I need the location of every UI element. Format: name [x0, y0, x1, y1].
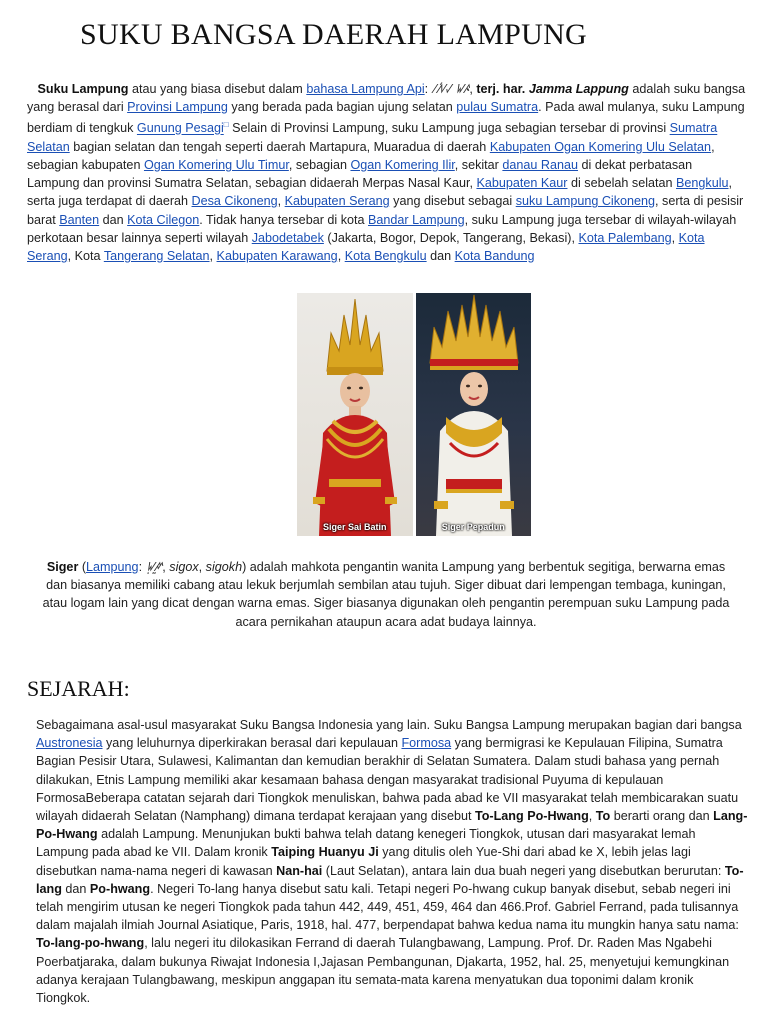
text: . Tidak hanya tersebar di kota: [199, 212, 368, 227]
link-oku-timur[interactable]: Ogan Komering Ulu Timur: [143, 158, 289, 172]
link-gunung-pesagi[interactable]: Gunung Pesagi: [136, 121, 224, 136]
text: , serta juga terdapat di daerah: [27, 176, 733, 209]
link-kabupaten-kaur[interactable]: Kabupaten Kaur: [476, 176, 568, 191]
text: yang berada pada bagian ujung selatan: [227, 100, 457, 115]
caption-pepadun: Siger Pepadun: [441, 522, 505, 532]
text: . Negeri To-lang hanya disebut satu kali. Tetapi negeri Po-hwang cukup banyak disebut, sebab negeri ini telah mengirim utusan ke negeri Tiongkok pada tahun 442, 449, 451, 459, 464 dan 466.Prof. Gabriel Ferrand, pada tulisannya dalam majalah ilmiah Journal Asiatique, Paris, 1918, hal. 477, berpendapat bahwa kedua nama itu mungkin hanya satu nama:: [36, 881, 739, 933]
section-title-sejarah: SEJARAH:: [27, 676, 130, 701]
text: ,: [162, 560, 170, 574]
text: :: [424, 82, 432, 96]
text: , lalu negeri itu dilokasikan Ferrand di daerah Tulangbawang, Lampung. Prof. Dr. Raden Mas Ngabehi Poerbatjaraka, dalam bukunya Riwajat Indonesia I,Jajasan Pembangunan, Djakarta, 1952, hal. 25, menyetujui kemungkinan adanya kerajaan Tulangbawang, meskipun anggapan itu semata-mata karena menyatukan dua toponimi dalam kronik Tiongkok.: [36, 936, 730, 1006]
text: yang leluhurnya diperkirakan berasal dari kepulauan: [102, 736, 402, 751]
text: ,: [198, 560, 206, 574]
text: Sebagaimana asal-usul masyarakat Suku Bangsa Indonesia yang lain. Suku Bangsa Lampung merupakan bagian dari bangsa: [36, 718, 742, 732]
text: adalah Lampung. Menunjukan bukti bahwa telah datang kenegeri Tiongkok, utusan dari masyarakat lemah Lampung pada abad ke VII. Dalam kronik: [36, 827, 696, 860]
link-kabupaten-serang[interactable]: Kabupaten Serang: [284, 194, 390, 209]
text: (Laut Selatan), antara lain dua buah negeri yang disebutkan berurutan:: [322, 863, 725, 878]
photo-siger-pepadun[interactable]: [416, 293, 532, 536]
siger-italic: sigox: [169, 560, 199, 574]
siger-italic: sigokh: [205, 560, 243, 574]
lampung-script: ꤿꥈꤺꥍ: [145, 559, 163, 574]
external-link-icon[interactable]: □: [223, 120, 229, 130]
link-danau-ranau[interactable]: danau Ranau: [502, 158, 579, 172]
text: yang disebut sebagai: [389, 194, 516, 209]
bride-illustration: [416, 293, 532, 536]
text: ) adalah mahkota pengantin wanita Lampung yang berbentuk segitiga, berwarna emas dan biasanya memiliki cabang atau lekuk berjumlah sembilan atau tujuh. Siger dibuat dari lempengan tembaga, kuningan, atau logam lain yang dicat dengan warna emas. Siger biasanya digunakan oleh pengantin perempuan suku Lampung pada acara pernikahan ataupun acara adat budaya lainnya.: [42, 560, 730, 629]
history-bold: Nan-hai: [276, 863, 323, 878]
caption-sai-batin: Siger Sai Batin: [322, 522, 387, 532]
link-kota-bengkulu[interactable]: Kota Bengkulu: [344, 249, 427, 264]
text: :: [138, 560, 146, 574]
link-bandar-lampung[interactable]: Bandar Lampung: [368, 212, 465, 227]
page-title: SUKU BANGSA DAERAH LAMPUNG: [80, 18, 588, 51]
history-bold: To: [595, 809, 611, 824]
history-bold: Lang-Po-Hwang: [36, 809, 748, 842]
text: di sebelah selatan: [567, 176, 677, 191]
link-lampung[interactable]: Lampung: [86, 560, 139, 574]
link-banten[interactable]: Banten: [59, 212, 100, 227]
link-kota-bandung[interactable]: Kota Bandung: [454, 249, 535, 264]
intro-bold-italic: Jamma Lappung: [528, 82, 629, 96]
link-kota-serang[interactable]: Kota Serang: [27, 230, 705, 264]
text: , suku Lampung juga tersebar di wilayah-wilayah perkotaan besar lainnya seperti wilayah: [27, 212, 737, 245]
text: ,: [337, 249, 345, 264]
history-bold: To-lang: [36, 863, 744, 896]
link-oku-selatan[interactable]: Kabupaten Ogan Komering Ulu Selatan: [489, 139, 712, 154]
link-suku-lampung-cikoneng[interactable]: suku Lampung Cikoneng: [515, 194, 656, 209]
link-sumatra-selatan[interactable]: Sumatra Selatan: [27, 121, 718, 154]
history-paragraph: [36, 716, 748, 1007]
link-austronesia[interactable]: Austronesia: [36, 736, 103, 751]
text: Selain di Provinsi Lampung, suku Lampung juga sebagian tersebar di provinsi: [228, 121, 670, 136]
link-desa-cikoneng[interactable]: Desa Cikoneng: [191, 194, 278, 209]
text: yang bermigrasi ke Kepulauan Filipina, Sumatra Bagian Pesisir Utara, Sulawesi, Kalimantan dan kemudian berakhir di Selatan Sumatera. Dalam studi bahasa yang pernah dilakukan, Etnis Lampung memiliki akar kesamaan bahasa dengan masyarakat tradisional Puyuma di kepulauan FormosaBeberapa catatan sejarah dari Tiongkok menuliskan, bahwa pada abad ke VII masyarakat telah membicarakan suatu wilayah didaerah Selatan (Namphang) dimana terdapat kerajaan yang disebut: [36, 736, 739, 824]
text: ,: [671, 230, 679, 245]
link-kabupaten-karawang[interactable]: Kabupaten Karawang: [216, 249, 338, 264]
history-bold: Po-hwang: [89, 881, 151, 896]
text: . Pada awal mulanya, suku Lampung berdiam di tengkuk: [27, 100, 745, 136]
text: , sebagian: [288, 158, 351, 172]
text: , serta di pesisir barat: [27, 194, 744, 227]
text: dan: [426, 249, 455, 264]
intro-bold: Suku Lampung: [37, 82, 129, 96]
link-kota-cilegon[interactable]: Kota Cilegon: [127, 212, 200, 227]
text: ,: [588, 809, 596, 824]
siger-photos: [297, 293, 531, 536]
text: , sebagian kabupaten: [27, 139, 715, 172]
photo-siger-sai-batin[interactable]: [297, 293, 413, 536]
text: atau yang biasa disebut dalam: [128, 82, 307, 96]
history-bold: Taiping Huanyu Ji: [271, 845, 379, 860]
text: berarti orang dan: [610, 809, 714, 824]
link-formosa[interactable]: Formosa: [401, 736, 452, 751]
link-pulau-sumatra[interactable]: pulau Sumatra: [456, 100, 539, 115]
text: ,: [469, 82, 477, 96]
link-bengkulu[interactable]: Bengkulu: [676, 176, 729, 191]
history-bold: To-Lang Po-Hwang: [474, 809, 589, 824]
intro-paragraph: [27, 80, 747, 265]
siger-bold: Siger: [46, 560, 79, 574]
text: , Kota: [67, 249, 104, 264]
text: adalah suku bangsa yang berasal dari: [27, 82, 746, 115]
text: dan: [99, 212, 128, 227]
link-tangerang-selatan[interactable]: Tangerang Selatan: [103, 249, 210, 264]
text: , sekitar: [454, 158, 503, 172]
link-jabodetabek[interactable]: Jabodetabek: [251, 230, 324, 245]
text: bagian selatan dan tengah seperti daerah Martapura, Muaradua di daerah: [69, 139, 490, 154]
text: (Jakarta, Bogor, Depok, Tangerang, Bekasi),: [323, 230, 579, 245]
link-provinsi-lampung[interactable]: Provinsi Lampung: [127, 100, 228, 115]
history-bold: To-lang-po-hwang: [36, 936, 145, 951]
text: yang ditulis oleh Yue-Shi dari abad ke X, lebih jelas lagi disebutkan nama-nama negeri di kawasan: [36, 845, 691, 878]
text: ,: [277, 194, 285, 209]
text: (: [78, 560, 87, 574]
link-oki[interactable]: Ogan Komering Ilir: [350, 158, 455, 172]
lampung-script: ꤷꤾꥏꤶ ꤿꤴ: [431, 81, 470, 96]
link-bahasa-lampung-api[interactable]: bahasa Lampung Api: [306, 82, 425, 96]
intro-bold: terj. har.: [476, 82, 526, 96]
siger-paragraph: [36, 558, 736, 631]
text: di dekat perbatasan Lampung dan provinsi Sumatra Selatan, sebagian didaerah Merpas Nasal Kaur,: [27, 158, 693, 191]
link-kota-palembang[interactable]: Kota Palembang: [578, 230, 672, 245]
bride-illustration: [297, 293, 413, 536]
text: dan: [61, 881, 90, 896]
text: ,: [209, 249, 217, 264]
